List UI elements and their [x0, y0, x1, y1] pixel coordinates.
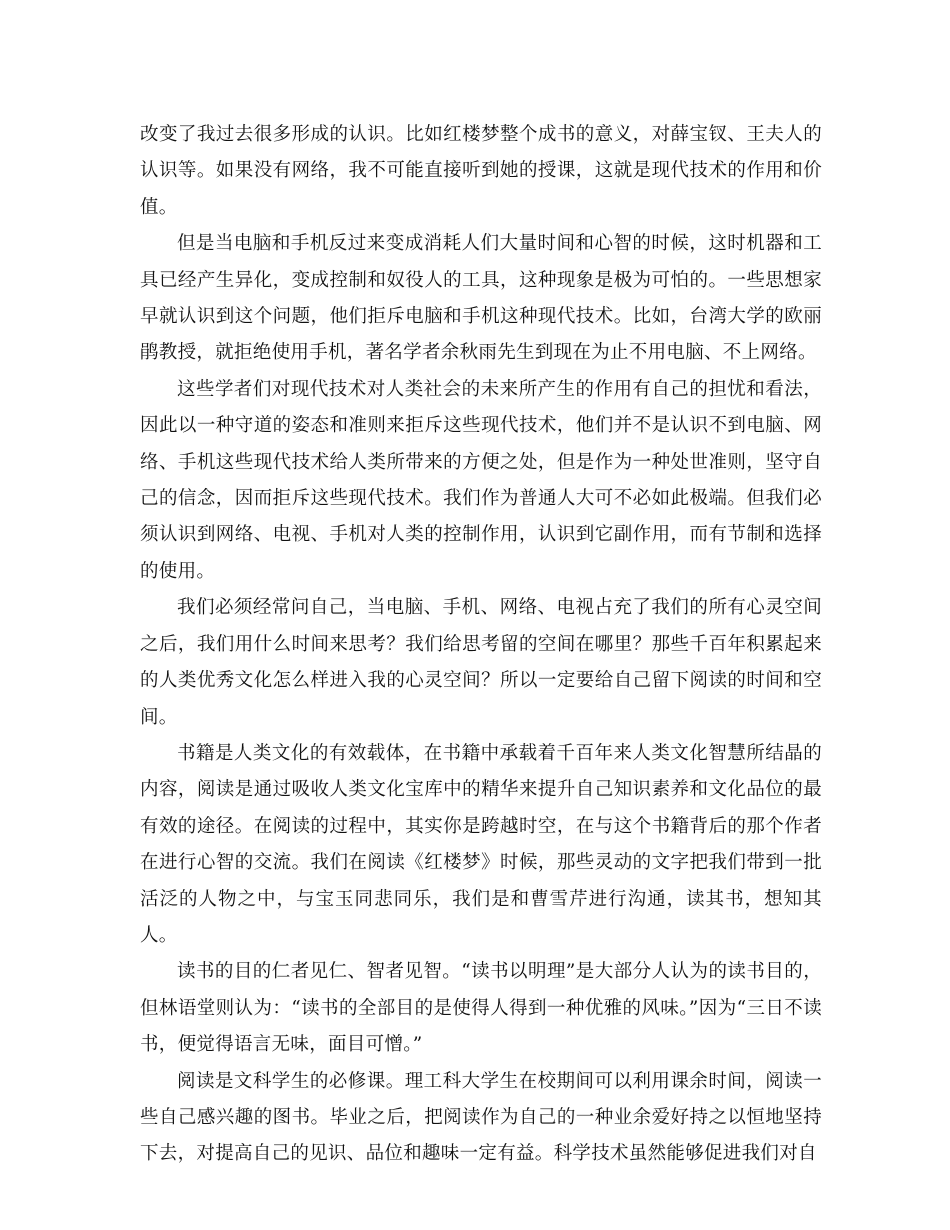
paragraph: 我们必须经常问自己，当电脑、手机、网络、电视占充了我们的所有心灵空间之后，我们用什么时间来思考？我们给思考留的空间在哪里？那些千百年积累起来的人类优秀文化怎么样进入我的心灵空间？所以一定要给自己留下阅读的时间和空间。 [140, 597, 822, 728]
paragraph: 改变了我过去很多形成的认识。比如红楼梦整个成书的意义，对薛宝钗、王夫人的认识等。如果没有网络，我不可能直接听到她的授课，这就是现代技术的作用和价值。 [140, 124, 822, 218]
document-body [140, 117, 822, 1173]
paragraph: 阅读是文科学生的必修课。理工科大学生在校期间可以利用课余时间，阅读一些自己感兴趣的图书。毕业之后，把阅读作为自己的一种业余爱好持之以恒地坚持下去，对提高自己的见识、品位和趣味一定有益。科学技术虽然能够促进我们对自 [140, 1070, 822, 1165]
paragraph: 读书的目的仁者见仁、智者见智。“读书以明理”是大部分人认为的读书目的，但林语堂则认为：“读书的全部目的是使得人得到一种优雅的风味。”因为“三日不读书，便觉得语言无味，面目可憎。” [140, 961, 822, 1056]
paragraph: 这些学者们对现代技术对人类社会的未来所产生的作用有自己的担忧和看法，因此以一种守道的姿态和准则来拒斥这些现代技术，他们并不是认识不到电脑、网络、手机这些现代技术给人类所带来的方便之处，但是作为一种处世准则，坚守自己的信念，因而拒斥这些现代技术。我们作为普通人大可不必如此极端。但我们必须认识到网络、电视、手机对人类的控制作用，认识到它副作用，而有节制和选择的使用。 [140, 378, 822, 582]
paragraph: 书籍是人类文化的有效载体，在书籍中承载着千百年来人类文化智慧所结晶的内容，阅读是通过吸收人类文化宝库中的精华来提升自己知识素养和文化品位的最有效的途径。在阅读的过程中，其实你是跨越时空，在与这个书籍背后的那个作者在进行心智的交流。我们在阅读《红楼梦》时候，那些灵动的文字把我们带到一批活泛的人物之中，与宝玉同悲同乐，我们是和曹雪芹进行沟通，读其书，想知其人。 [140, 742, 822, 946]
paragraph: 但是当电脑和手机反过来变成消耗人们大量时间和心智的时候，这时机器和工具已经产生异化，变成控制和奴役人的工具，这种现象是极为可怕的。一些思想家早就认识到这个问题，他们拒斥电脑和手机这种现代技术。比如，台湾大学的欧丽鹃教授，就拒绝使用手机，著名学者余秋雨先生到现在为止不用电脑、不上网络。 [140, 233, 822, 364]
